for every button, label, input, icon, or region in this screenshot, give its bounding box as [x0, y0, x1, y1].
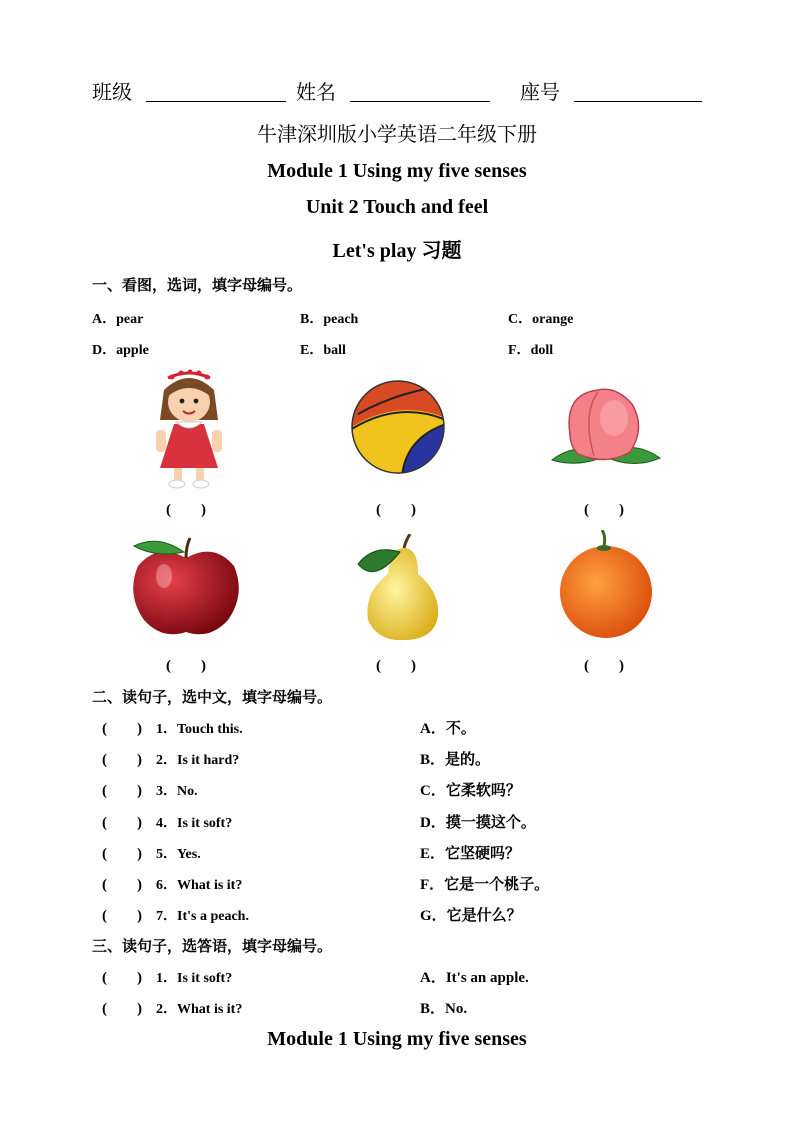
question-text: 1．Is it soft? [156, 971, 233, 986]
answer-blank-apple[interactable]: ( ) [166, 658, 206, 674]
choice-option: A．It's an apple. [420, 970, 529, 986]
choice-option: F．它是一个桃子。 [420, 877, 550, 893]
answer-blank-ball[interactable]: ( ) [376, 502, 416, 518]
footer-module-title: Module 1 Using my five senses [267, 1028, 527, 1050]
ball-picture [350, 378, 446, 476]
answer-blank[interactable]: ( ) [102, 877, 142, 893]
seat-label: 座号 [520, 82, 560, 104]
answer-blank[interactable]: ( ) [102, 814, 142, 831]
answer-blank[interactable]: ( ) [102, 970, 142, 986]
option-d: D．apple [92, 343, 149, 358]
choice-option: G．它是什么？ [420, 908, 522, 925]
answer-blank[interactable]: ( ) [102, 783, 142, 800]
question-text: 4．Is it soft? [156, 815, 233, 831]
seat-field[interactable] [574, 101, 702, 102]
choice-option: D．摸一摸这个。 [420, 814, 536, 831]
name-label: 姓名 [296, 82, 336, 104]
question-text: 7．It's a peach. [156, 909, 249, 925]
section3-heading: 三、读句子，选答语，填字母编号。 [92, 939, 333, 955]
choice-option: A．不。 [420, 721, 476, 737]
section2-heading: 二、读句子，选中文，填字母编号。 [92, 690, 333, 706]
class-label: 班级 [92, 82, 132, 104]
book-title: 牛津深圳版小学英语二年级下册 [257, 124, 537, 146]
answer-blank[interactable]: ( ) [102, 721, 142, 737]
option-f: F．doll [508, 343, 554, 358]
choice-option: E．它坚硬吗？ [420, 845, 521, 862]
option-a: A．pear [92, 312, 144, 327]
module-title: Module 1 Using my five senses [267, 160, 527, 182]
question-text: 6．What is it? [156, 878, 243, 893]
question-text: 2．Is it hard? [156, 753, 240, 769]
option-e: E．ball [300, 343, 346, 358]
name-field[interactable] [350, 101, 490, 102]
question-text: 2．What is it? [156, 1002, 243, 1017]
answer-blank-doll[interactable]: ( ) [166, 502, 206, 518]
unit-title: Unit 2 Touch and feel [305, 196, 489, 218]
peach-picture [548, 384, 662, 474]
choice-option: C．它柔软吗？ [420, 783, 521, 800]
answer-blank-pear[interactable]: ( ) [376, 658, 416, 674]
doll-picture [144, 368, 234, 490]
orange-picture [558, 530, 654, 640]
choice-option: B．是的。 [420, 752, 491, 769]
question-text: 3．No. [156, 784, 198, 800]
student-info-header [92, 76, 712, 106]
apple-picture [128, 536, 246, 640]
option-b: B．peach [300, 312, 359, 327]
answer-blank[interactable]: ( ) [102, 845, 142, 862]
answer-blank[interactable]: ( ) [102, 1001, 142, 1017]
option-c: C．orange [508, 312, 574, 327]
choice-option: B．No. [420, 1001, 468, 1017]
pear-picture [356, 534, 440, 642]
question-text: 5．Yes. [156, 846, 201, 862]
answer-blank[interactable]: ( ) [102, 908, 142, 925]
answer-blank-peach[interactable]: ( ) [584, 502, 624, 518]
question-text: 1．Touch this. [156, 722, 243, 737]
class-field[interactable] [146, 101, 286, 102]
lesson-title: Let's play 习题 [332, 240, 462, 262]
answer-blank-orange[interactable]: ( ) [584, 658, 624, 674]
answer-blank[interactable]: ( ) [102, 752, 142, 769]
section1-heading: 一、看图，选词，填字母编号。 [92, 278, 303, 294]
